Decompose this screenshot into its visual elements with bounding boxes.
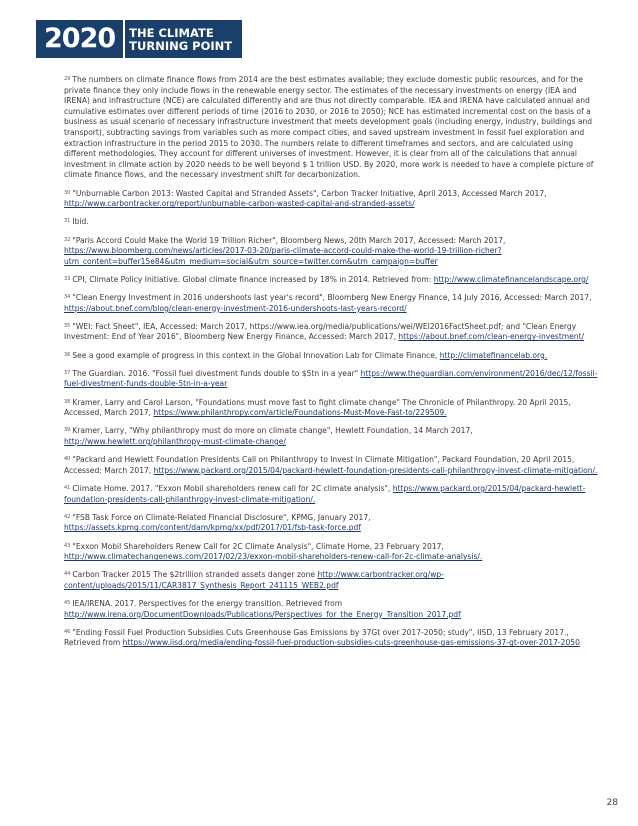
endnote-link[interactable]: http://www.irena.org/DocumentDownloads/Publications/Perspectives_for_the_Energy_Transition_2017.pdf (64, 609, 461, 619)
logo-year: 2020 (36, 20, 123, 58)
endnote-link[interactable]: http://www.hewlett.org/philanthropy-must-climate-change/ (64, 436, 286, 446)
endnote-number: 34 (64, 294, 71, 301)
endnote-number: 40 (64, 456, 71, 463)
endnote-37 (64, 369, 604, 390)
endnote-number: 46 (64, 628, 71, 635)
endnote-number: 29 (64, 76, 71, 82)
endnote-30 (64, 189, 604, 210)
endnote-text: "Unburnable Carbon 2013: Wasted Capital and Stranded Assets", Carbon Tracker Initiative, April 2013, Accessed March 2017, (72, 188, 547, 198)
endnote-link[interactable]: http://climatefinancelab.org. (439, 350, 548, 360)
endnote-number: 31 (64, 218, 71, 225)
endnote-link[interactable]: https://assets.kpmg.com/content/dam/kpmg/xx/pdf/2017/01/fsb-task-force.pdf (64, 523, 361, 533)
endnote-text: The Guardian. 2016. "Fossil fuel divestment funds double to $5tn in a year" (72, 368, 359, 378)
endnote-text: CPI, Climate Policy Initiative. Global climate finance increased by 18% in 2014. Retrieved from: (72, 274, 432, 284)
endnote-text: Climate Home. 2017. "Exxon Mobil shareholders renew call for 2C climate analysis", (72, 483, 391, 493)
endnote-40 (64, 455, 604, 476)
endnote-number: 30 (64, 189, 71, 196)
page-number: 28 (606, 798, 618, 808)
endnote-link[interactable]: https://www.packard.org/2015/04/packard-hewlett-foundation-presidents-call-philanthropy-invest-climate-mitigation/. (153, 465, 598, 475)
endnote-number: 38 (64, 398, 71, 405)
endnote-34 (64, 293, 604, 314)
endnote-45 (64, 599, 604, 620)
endnote-number: 35 (64, 322, 71, 329)
endnote-number: 41 (64, 484, 71, 491)
endnote-number: 37 (64, 369, 71, 376)
logo-title-line2: TURNING POINT (129, 38, 233, 53)
endnote-number: 32 (64, 236, 71, 243)
endnote-text: "Exxon Mobil Shareholders Renew Call for 2C Climate Analysis", Climate Home, 23 February 2017, (72, 541, 444, 551)
endnote-text: Kramer, Larry, "Why philanthropy must do more on climate change", Hewlett Foundation, 14 March 2017, (72, 426, 473, 436)
endnote-text: See a good example of progress in this context in the Global Innovation Lab for Climate Finance, (72, 350, 438, 360)
endnote-36 (64, 351, 604, 362)
endnote-link[interactable]: https://www.packard.org/2015/04/packard-hewlett-foundation-presidents-call-philanthropy-invest-climate-mitigation/. (64, 483, 586, 504)
endnote-link[interactable]: https://www.bloomberg.com/news/articles/2017-03-20/paris-climate-accord-could-make-the-world-19-trillion-richer?utm_content=buffer15e84&utm_medium=social&utm_source=twitter.com&utm_campaign=buffer (64, 246, 502, 266)
endnote-link[interactable]: https://www.theguardian.com/environment/2016/dec/12/fossil-fuel-divestment-funds-double-5tn-in-a-year (64, 368, 598, 389)
endnote-text: Kramer, Larry and Carol Larson, "Foundations must move fast to fight climate change" The Chronicle of Philanthropy. 20 April 2015, Accessed, March 2017, (64, 397, 571, 418)
endnote-text: "FSB Task Force on Climate-Related Financial Disclosure", KPMG, January 2017, (72, 512, 371, 522)
endnote-33 (64, 275, 604, 286)
endnote-31 (64, 217, 604, 228)
endnote-text: The numbers on climate finance flows from 2014 are the best estimates available; they exclude domestic public resources, and for the private finance they only include flows in the renewable energy sector. The estimates of the necessary investments on energy (IEA and IRENA) and infrastructure (NCE) are calculated differently and are thus not directly comparable. IEA and IRENA have calculated annual and cumulative estimates over different periods of time (2016 to 2030, or 2016 to 2050); NCE has estimated incremental cost on the basis of a business as usual scenario of necessary infrastructure investment that meets development goals (including energy, industry, buildings and transport), subtracting savings from variables such as more compact cities, and saved upstream investment in fossil fuel exploration and extraction infrastructure in the period 2015 to 2030. The numbers relate to different timeframes and sectors, and are calculated using different methodologies. They account for different universes of investment. However, it is clear from all of the calculations that annual investment in climate action by 2020 needs to be well beyond $ 1 trillion USD. By 2020, more work is needed to have a complete picture of climate finance flows, and the necessary investment shift for decarbonization. (64, 75, 594, 180)
endnote-42 (64, 513, 604, 534)
endnote-link[interactable]: http://www.carbontracker.org/report/unburnable-carbon-wasted-capital-and-stranded-assets/ (64, 199, 415, 209)
endnote-number: 43 (64, 542, 71, 549)
endnote-number: 44 (64, 571, 71, 578)
endnote-text: Carbon Tracker 2015 The $2trillion stranded assets danger zone (72, 570, 316, 580)
endnote-number: 42 (64, 513, 71, 520)
endnote-35 (64, 322, 604, 343)
endnote-32 (64, 236, 604, 268)
endnote-link[interactable]: https://www.iisd.org/media/ending-fossil-fuel-production-subsidies-cuts-greenhouse-gas-emissions-37-gt-over-2017-2050 (122, 638, 580, 648)
endnote-text: IEA/IRENA. 2017. Perspectives for the energy transition. Retrieved from (72, 599, 343, 609)
endnote-29 (64, 75, 604, 181)
endnote-link[interactable]: https://about.bnef.com/blog/clean-energy-investment-2016-undershoots-last-years-record/ (64, 303, 407, 313)
endnote-text: "Ending Fossil Fuel Production Subsidies Cuts Greenhouse Gas Emissions by 37Gt over 2017-2050; study", IISD, 13 February 2017., Retrieved from (64, 627, 569, 648)
endnote-number: 39 (64, 427, 71, 434)
endnote-number: 45 (64, 600, 71, 607)
endnote-text: "Paris Accord Could Make the World 19 Trillion Richer", Bloomberg News, 20th March 2017, Accessed: March 2017, (72, 235, 506, 245)
endnote-41 (64, 484, 604, 505)
endnote-46 (64, 628, 604, 649)
endnote-text: "Packard and Hewlett Foundation Presidents Call on Philanthropy to Invest in Climate Mitigation", Packard Foundation, 20 April 2015, Accessed: March 2017, (64, 455, 575, 475)
logo-title (123, 20, 242, 58)
report-logo (36, 20, 242, 58)
endnote-link[interactable]: https://www.philanthropy.com/article/Foundations-Must-Move-Fast-to/229509. (153, 408, 447, 418)
logo-title-line1: THE CLIMATE (129, 26, 214, 40)
endnote-38 (64, 398, 604, 419)
endnote-link[interactable]: https://about.bnef.com/clean-energy-investment/ (398, 332, 585, 342)
endnote-43 (64, 542, 604, 563)
endnote-link[interactable]: http://www.climatefinancelandscape.org/ (433, 274, 589, 284)
endnote-link[interactable]: http://www.carbontracker.org/wp-content/uploads/2015/11/CAR3817_Synthesis_Report_241115_WEB2.pdf (64, 570, 444, 590)
endnote-44 (64, 570, 604, 591)
endnote-39 (64, 426, 604, 447)
endnotes-list (64, 75, 604, 657)
endnote-text: "Clean Energy Investment in 2016 undershoots last year's record", Bloomberg New Energy Finance, 14 July 2016, Accessed: March 2017, (72, 293, 592, 303)
endnote-link[interactable]: http://www.climatechangenews.com/2017/02/23/exxon-mobil-shareholders-renew-call-for-2c-climate-analysis/. (64, 552, 483, 562)
endnote-number: 36 (64, 351, 71, 358)
endnote-number: 33 (64, 275, 71, 282)
endnote-text: Ibid. (72, 217, 89, 227)
endnote-text: "WEI: Fact Sheet", IEA, Accessed: March 2017, https://www.iea.org/media/publications/wei/WEI2016FactSheet.pdf; and "Clean Energy Investment: End of Year 2016", Bloomberg New Energy Finance, Accessed: March 2017, (64, 321, 577, 342)
